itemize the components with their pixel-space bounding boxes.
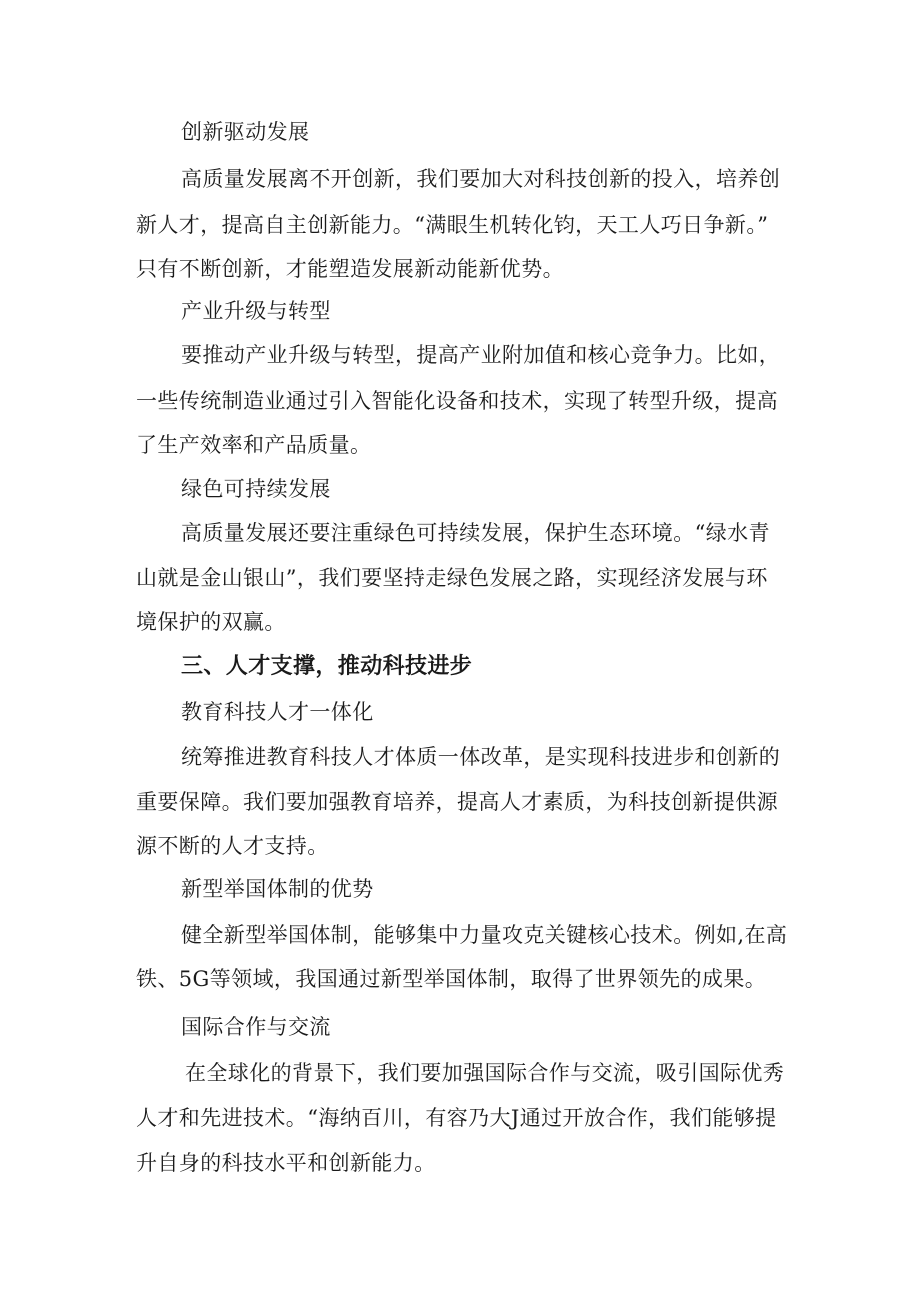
paragraph-line: 源不断的人才支持。	[136, 834, 329, 858]
section-title: 三、人才支撑，推动科技进步	[181, 654, 473, 679]
subheading-education-talent: 教育科技人才一体化	[181, 700, 374, 724]
subheading-industry-upgrade: 产业升级与转型	[181, 299, 331, 323]
paragraph-line: 健全新型举国体制，能够集中力量攻克关键核心技术。例如,在高	[181, 923, 788, 947]
paragraph-line: 只有不断创新，才能塑造发展新动能新优势。	[136, 257, 564, 281]
paragraph-line: 要推动产业升级与转型，提高产业附加值和核心竞争力。比如，	[181, 343, 781, 367]
paragraph-line: 统筹推进教育科技人才体质一体改革，是实现科技进步和创新的	[181, 745, 781, 769]
paragraph-line: 人才和先进技术。“海纳百川，有容乃大J通过开放合作，我们能够提	[136, 1106, 777, 1130]
paragraph-line: 境保护的双赢。	[136, 610, 286, 634]
paragraph-line: 升自身的科技水平和创新能力。	[136, 1151, 436, 1175]
paragraph-line: 了生产效率和产品质量。	[136, 433, 372, 457]
paragraph-line: 重要保障。我们要加强教育培养，提高人才素质，为科技创新提供源	[136, 790, 778, 814]
paragraph-line: 铁、5G等领域，我国通过新型举国体制，取得了世界领先的成果。	[136, 967, 767, 991]
paragraph-line: 高质量发展离不开创新，我们要加大对科技创新的投入，培养创	[181, 167, 781, 191]
subheading-international-cooperation: 国际合作与交流	[181, 1015, 331, 1039]
paragraph-line: 一些传统制造业通过引入智能化设备和技术，实现了转型升级，提高	[136, 389, 778, 413]
subheading-green-development: 绿色可持续发展	[181, 477, 331, 501]
paragraph-line: 新人才，提高自主创新能力。“满眼生机转化钧，天工人巧日争新。”	[136, 213, 769, 237]
paragraph-line: 山就是金山银山”，我们要坚持走绿色发展之路，实现经济发展与环	[136, 566, 768, 590]
subheading-innovation: 创新驱动发展	[181, 120, 310, 144]
subheading-national-system: 新型举国体制的优势	[181, 877, 374, 901]
paragraph-line: 高质量发展还要注重绿色可持续发展，保护生态环境。“绿水青	[181, 521, 770, 545]
paragraph-line: 在全球化的背景下，我们要加强国际合作与交流，吸引国际优秀	[185, 1061, 785, 1085]
